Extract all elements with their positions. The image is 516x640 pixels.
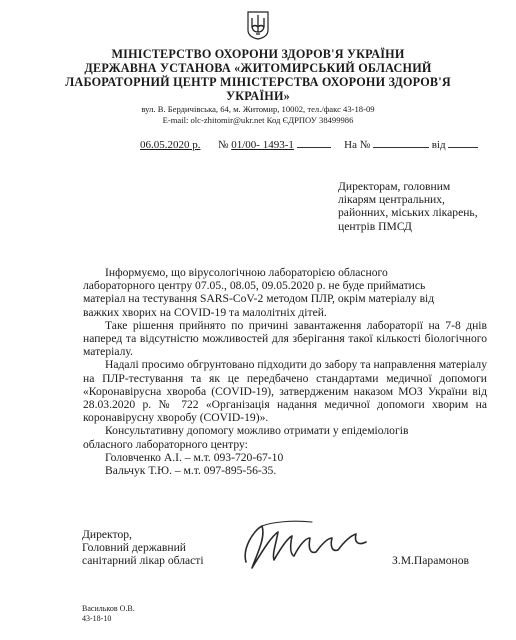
signatory-title3: санітарний лікар області (82, 554, 204, 568)
contact-golovchenko: Головченко А.І. – м.т. 093-720-67-10 (105, 450, 284, 464)
signatory-title1: Директор, (82, 528, 132, 541)
addressee-line4: центрів ПМСД (338, 219, 412, 233)
letter-body (83, 266, 487, 477)
addressee-line3: районних, міських лікарень, (338, 206, 478, 220)
paragraph1-line4: важких хворих на COVID-19 та малолітніх дітей. (83, 305, 327, 319)
executor-name: Васильков О.В. (82, 604, 135, 613)
signatory-title2: Головний державний (82, 541, 186, 555)
reference-line (140, 139, 478, 152)
addressee-block (338, 180, 508, 233)
ref-from-label: від (431, 139, 446, 151)
paragraph1-line2: лабораторного центру 07.05., 08.05, 09.05.2020 р. не буде прийматись (83, 279, 426, 293)
org-name-line3: ЛАБОРАТОРНИЙ ЦЕНТР МІНІСТЕРСТВА ОХОРОНИ ЗДОРОВ'Я (65, 75, 451, 89)
signatory-name: З.М.Парамонов (392, 554, 469, 567)
paragraph1-line3: матеріал на тестування SARS-CoV-2 методом ПЛР, окрім матеріалу від (83, 292, 435, 306)
contact-valchuk: Вальчук Т.Ю. – м.т. 097-895-56-35. (105, 464, 277, 478)
handwritten-signature (232, 508, 382, 574)
executor-phone: 43-18-10 (82, 614, 112, 623)
addressee-line1: Директорам, головним (338, 180, 451, 193)
paragraph2: Таке рішення прийнято по причині завантаження лабораторії на 7-8 днів наперед та відсутністю можливостей для зберігання такої кількості біологічного матеріалу. (83, 318, 487, 359)
paragraph3: Надалі просимо обгрунтовано підходити до забору та направлення матеріалу на ПЛР-тестування та як це передбачено стандартами медичної допомоги «Коронавірусна хвороба (COVID-19), затвердженим наказом МОЗ України від 28.03.2020 р. № 722 «Організація надання медичної допомоги хворим на коронавірусну хворобу (COVID-19)». (83, 358, 487, 425)
org-address: вул. В. Бердичівська, 64, м. Житомир, 10002, тел./факс 43-18-09 (141, 104, 375, 114)
org-name-line1: МІНІСТЕРСТВО ОХОРОНИ ЗДОРОВ'Я УКРАЇНИ (111, 47, 405, 61)
addressee-line2: лікарям центральних, (338, 193, 445, 207)
ref-to-no-label: На № (344, 139, 371, 151)
ref-date: 06.05.2020 р. (140, 139, 201, 151)
ref-number: 01/00- 1493-1 (231, 139, 294, 151)
org-name-line4: УКРАЇНИ» (226, 89, 290, 103)
paragraph1-line1: Інформуємо, що вірусологічною лабораторією обласного (105, 266, 388, 279)
signatory-titles (82, 528, 204, 568)
org-name-line2: ДЕРЖАВНА УСТАНОВА «ЖИТОМИРСЬКИЙ ОБЛАСНИЙ (84, 61, 432, 75)
org-email-code: E-mail: olc-zhitomir@ukr.net Код ЄДРПОУ 38499986 (162, 115, 354, 125)
coat-of-arms-icon (246, 10, 270, 40)
paragraph4-line2: обласного лабораторного центру: (83, 437, 248, 451)
paragraph4-line1: Консультативну допомогу можливо отримати у епідеміологів (105, 424, 409, 438)
ref-no-label: № (218, 139, 229, 151)
